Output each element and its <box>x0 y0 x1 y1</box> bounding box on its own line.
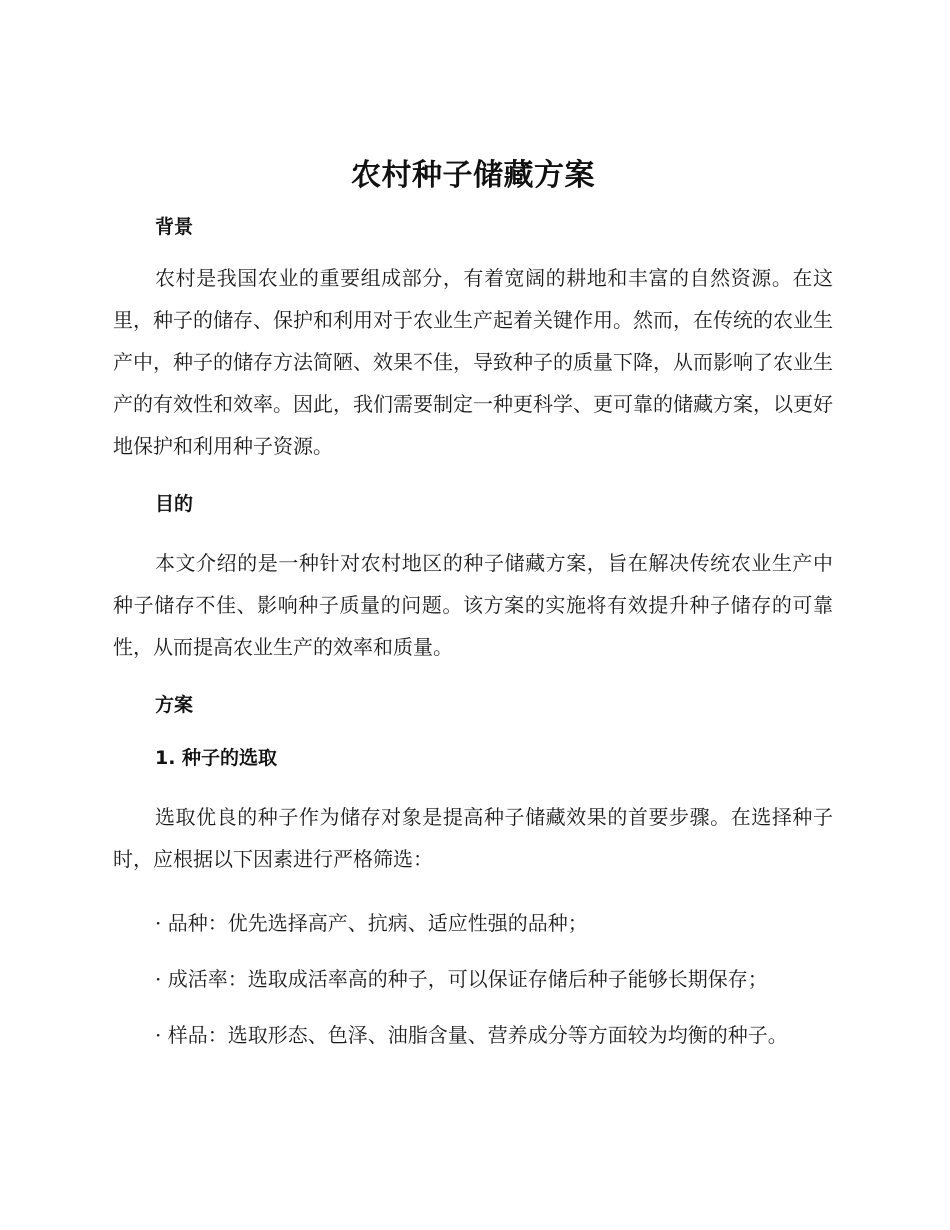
list-item: · 品种：优先选择高产、抗病、适应性强的品种； <box>155 911 588 935</box>
document-title: 农村种子储藏方案 <box>351 158 595 193</box>
list-item: · 成活率：选取成活率高的种子，可以保证存储后种子能够长期保存； <box>155 967 768 991</box>
list-item: · 样品：选取形态、色泽、油脂含量、营养成分等方面较为均衡的种子。 <box>155 1023 788 1047</box>
section-heading-purpose: 目的 <box>155 493 194 515</box>
background-paragraph: 农村是我国农业的重要组成部分，有着宽阔的耕地和丰富的自然资源。在这里，种子的储存、保护和利用对于农业生产起着关键作用。然而，在传统的农业生产中，种子的储存方法简陋、效果不佳，导致种子的质量下降，从而影响了农业生产的有效性和效率。因此，我们需要制定一种更科学、更可靠的储藏方案，以更好地保护和利用种子资源。 <box>113 266 833 458</box>
section-heading-background: 背景 <box>155 216 194 238</box>
subsection-heading-seed-selection: 1. 种子的选取 <box>155 747 278 769</box>
section-heading-plan: 方案 <box>155 694 194 716</box>
purpose-paragraph: 本文介绍的是一种针对农村地区的种子储藏方案，旨在解决传统农业生产中种子储存不佳、影响种子质量的问题。该方案的实施将有效提升种子储存的可靠性，从而提高农业生产的效率和质量。 <box>113 551 833 659</box>
document-page <box>113 150 833 1070</box>
seed-selection-paragraph: 选取优良的种子作为储存对象是提高种子储藏效果的首要步骤。在选择种子时，应根据以下因素进行严格筛选： <box>113 805 833 871</box>
